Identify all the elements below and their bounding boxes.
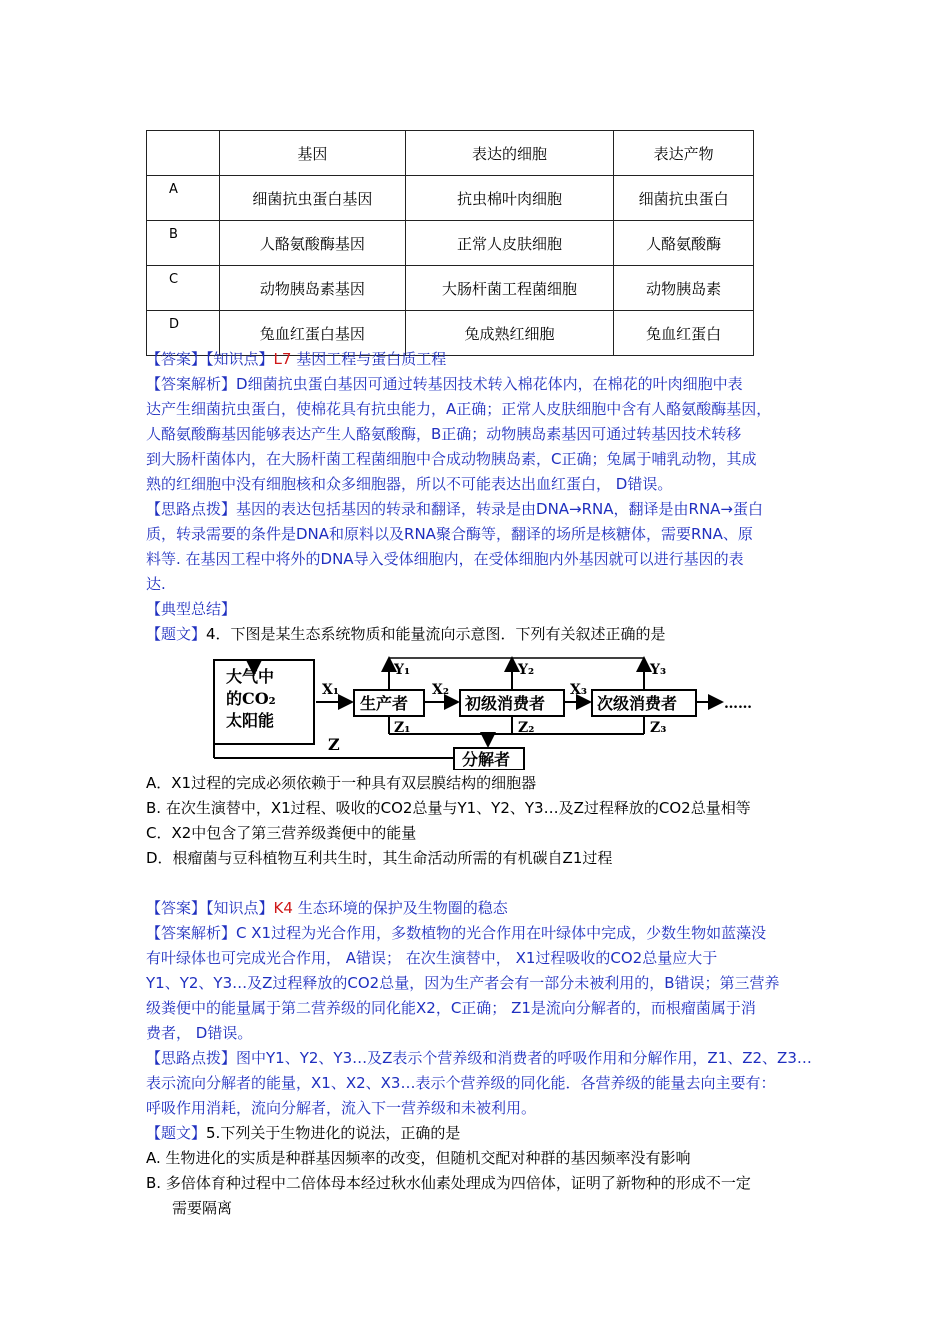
summary-tag: 【典型总结】 bbox=[146, 600, 237, 618]
option-b: B. 多倍体育种过程中二倍体母本经过秋水仙素处理成为四倍体，证明了新物种的形成不一定 bbox=[146, 1174, 751, 1192]
gene-expression-table bbox=[146, 130, 754, 356]
decomposer-label: 分解者 bbox=[462, 750, 511, 769]
knowledge-point-code: L7 bbox=[273, 350, 292, 368]
analysis-text: C X1过程为光合作用，多数植物的光合作用在叶绿体中完成，少数生物如蓝藻没 bbox=[236, 924, 767, 942]
row-label: B bbox=[147, 221, 220, 266]
analysis-text: D细菌抗虫蛋白基因可通过转基因技术转入棉花体内，在棉花的叶肉细胞中表 bbox=[236, 375, 743, 393]
table-header-cell: 表达的细胞 bbox=[405, 131, 614, 176]
q3-tips-line bbox=[146, 497, 763, 522]
z1-label: Z₁ bbox=[394, 720, 411, 736]
product-cell: 动物胰岛素 bbox=[614, 266, 754, 311]
q4-title-line bbox=[146, 622, 666, 647]
analysis-text: 费者， D错误。 bbox=[146, 1024, 253, 1042]
z2-label: Z₂ bbox=[518, 720, 535, 736]
row-label: A bbox=[147, 176, 220, 221]
ecosystem-flow-diagram bbox=[210, 652, 770, 770]
option-c: C．X2中包含了第三营养级粪便中的能量 bbox=[146, 824, 417, 842]
z-label: Z bbox=[328, 735, 340, 754]
z3-label: Z₃ bbox=[650, 720, 667, 736]
option-b-continued: 需要隔离 bbox=[172, 1199, 233, 1217]
q4-analysis-line bbox=[146, 921, 766, 946]
analysis-text: 有叶绿体也可完成光合作用， A错误； 在次生演替中， X1过程吸收的CO2总量应大于 bbox=[146, 949, 718, 967]
option-b: B. 在次生演替中，X1过程、吸收的CO2总量与Y1、Y2、Y3…及Z过程释放的CO2总量相等 bbox=[146, 799, 751, 817]
tips-text: 表示流向分解者的能量，X1、X2、X3…表示个营养级的同化能．各营养级的能量去向主要有： bbox=[146, 1074, 776, 1092]
secondary-consumer-label: 次级消费者 bbox=[597, 694, 678, 713]
tips-text: 达. bbox=[146, 575, 166, 593]
tips-text: 料等. 在基因工程中将外的DNA导入受体细胞内，在受体细胞内外基因就可以进行基因的表 bbox=[146, 550, 744, 568]
source-text: 太阳能 bbox=[226, 711, 275, 730]
analysis-tag: 【答案解析】 bbox=[146, 375, 237, 393]
analysis-text: 级粪便中的能量属于第二营养级的同化能X2，C正确； Z1是流向分解者的，而根瘤菌属于消 bbox=[146, 999, 756, 1017]
question-tag: 【题文】 bbox=[146, 625, 207, 643]
x2-label: X₂ bbox=[432, 682, 449, 698]
knowledge-point-tag: 【知识点】 bbox=[206, 899, 274, 917]
knowledge-point-text: 基因工程与蛋白质工程 bbox=[291, 350, 447, 368]
source-text: 大气中 bbox=[226, 667, 275, 686]
product-cell: 兔血红蛋白 bbox=[614, 311, 754, 356]
y3-label: Y₃ bbox=[650, 662, 667, 678]
gene-cell: 细菌抗虫蛋白基因 bbox=[220, 176, 406, 221]
knowledge-point-text: 生态环境的保护及生物圈的稳态 bbox=[292, 899, 508, 917]
answer-tag: 【答案】 bbox=[146, 350, 207, 368]
product-cell: 人酪氨酸酶 bbox=[614, 221, 754, 266]
y1-label: Y₁ bbox=[394, 662, 411, 678]
q4-tips-line bbox=[146, 1046, 812, 1071]
analysis-text: 达产生细菌抗虫蛋白，使棉花具有抗虫能力，A正确；正常人皮肤细胞中含有人酪氨酸酶基因， bbox=[146, 400, 772, 418]
q5-title-line bbox=[146, 1121, 460, 1146]
option-d: D．根瘤菌与豆科植物互利共生时，其生命活动所需的有机碳自Z1过程 bbox=[146, 849, 613, 867]
cell-cell: 兔成熟红细胞 bbox=[405, 311, 614, 356]
q4-answer-line bbox=[146, 896, 508, 921]
gene-cell: 动物胰岛素基因 bbox=[220, 266, 406, 311]
tips-tag: 【思路点拨】 bbox=[146, 1049, 237, 1067]
tips-text: 基因的表达包括基因的转录和翻译，转录是由DNA→RNA，翻译是由RNA→蛋白 bbox=[236, 500, 763, 518]
table-row bbox=[147, 221, 754, 266]
y2-label: Y₂ bbox=[518, 662, 535, 678]
producer-label: 生产者 bbox=[360, 694, 409, 713]
tips-text: 呼吸作用消耗，流向分解者，流入下一营养级和未被利用。 bbox=[146, 1099, 537, 1117]
x1-label: X₁ bbox=[322, 682, 339, 698]
tips-text: 图中Y1、Y2、Y3…及Z表示个营养级和消费者的呼吸作用和分解作用，Z1、Z2、Z3… bbox=[236, 1049, 812, 1067]
analysis-text: Y1、Y2、Y3…及Z过程释放的CO2总量，因为生产者会有一部分未被利用的，B错误；第三营养 bbox=[146, 974, 780, 992]
question-title: 4．下图是某生态系统物质和能量流向示意图．下列有关叙述正确的是 bbox=[206, 625, 666, 643]
gene-cell: 兔血红蛋白基因 bbox=[220, 311, 406, 356]
knowledge-point-tag: 【知识点】 bbox=[206, 350, 274, 368]
q3-analysis-line bbox=[146, 372, 743, 397]
x3-label: X₃ bbox=[570, 682, 587, 698]
table-row bbox=[147, 176, 754, 221]
table-header-cell bbox=[147, 131, 220, 176]
analysis-text: 熟的红细胞中没有细胞核和众多细胞器，所以不可能表达出血红蛋白， D错误。 bbox=[146, 475, 673, 493]
question-title: 5.下列关于生物进化的说法，正确的是 bbox=[206, 1124, 461, 1142]
analysis-text: 到大肠杆菌体内，在大肠杆菌工程菌细胞中合成动物胰岛素，C正确；兔属于哺乳动物，其成 bbox=[146, 450, 757, 468]
knowledge-point-code: K4 bbox=[273, 899, 293, 917]
table-row bbox=[147, 266, 754, 311]
product-cell: 细菌抗虫蛋白 bbox=[614, 176, 754, 221]
table-header-row bbox=[147, 131, 754, 176]
analysis-tag: 【答案解析】 bbox=[146, 924, 237, 942]
table-header-cell: 表达产物 bbox=[614, 131, 754, 176]
question-tag: 【题文】 bbox=[146, 1124, 207, 1142]
tips-tag: 【思路点拨】 bbox=[146, 500, 237, 518]
answer-tag: 【答案】 bbox=[146, 899, 207, 917]
cell-cell: 抗虫棉叶肉细胞 bbox=[405, 176, 614, 221]
primary-consumer-label: 初级消费者 bbox=[465, 694, 546, 713]
analysis-text: 人酪氨酸酶基因能够表达产生人酪氨酸酶，B正确；动物胰岛素基因可通过转基因技术转移 bbox=[146, 425, 742, 443]
option-a: A．X1过程的完成必须依赖于一种具有双层膜结构的细胞器 bbox=[146, 774, 537, 792]
continuation-dots: …… bbox=[724, 696, 752, 712]
row-label: D bbox=[147, 311, 220, 356]
tips-text: 质，转录需要的条件是DNA和原料以及RNA聚合酶等，翻译的场所是核糖体，需要RNA、原 bbox=[146, 525, 753, 543]
option-a: A. 生物进化的实质是种群基因频率的改变，但随机交配对种群的基因频率没有影响 bbox=[146, 1149, 691, 1167]
q3-answer-line bbox=[146, 347, 446, 372]
row-label: C bbox=[147, 266, 220, 311]
source-text: 的CO₂ bbox=[226, 689, 276, 708]
table-header-cell: 基因 bbox=[220, 131, 406, 176]
cell-cell: 正常人皮肤细胞 bbox=[405, 221, 614, 266]
cell-cell: 大肠杆菌工程菌细胞 bbox=[405, 266, 614, 311]
gene-cell: 人酪氨酸酶基因 bbox=[220, 221, 406, 266]
